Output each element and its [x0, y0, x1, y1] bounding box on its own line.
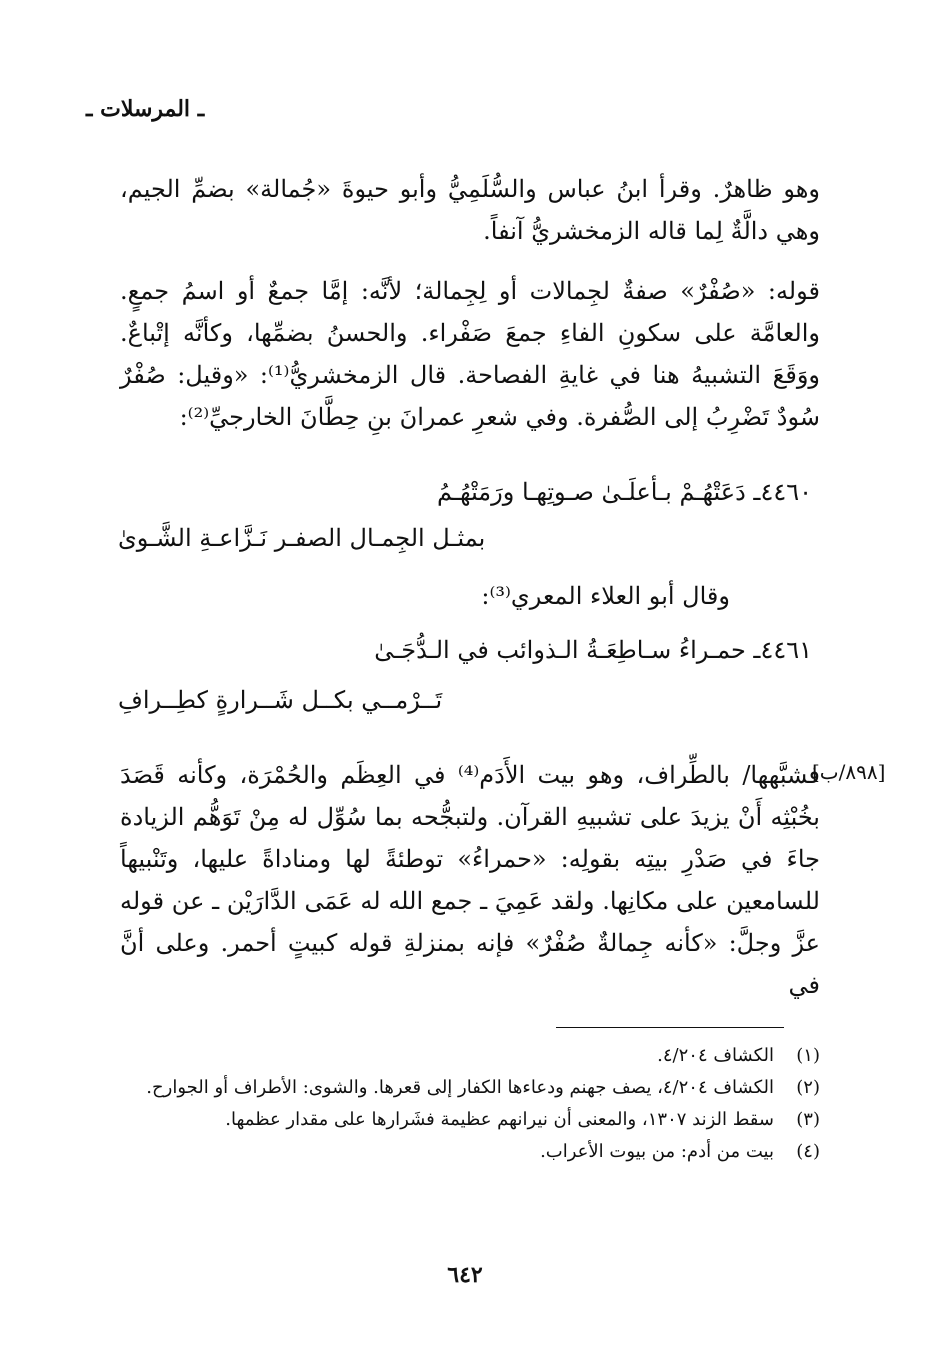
footnote: [120, 1136, 820, 1168]
footnote-number: (٣): [796, 1109, 820, 1130]
verse-4460-first-hemistich: ٤٤٦٠ـ دَعَتْهُـمْ بـأعلَـىٰ صـوتِهـا ورَمَتْهُـمُ: [437, 478, 812, 506]
verse-4461-second-hemistich: تَــرْمــي بكــل شَــرارةٍ كطِــرافِ: [118, 686, 443, 714]
page-number: ٦٤٢: [447, 1262, 483, 1288]
paragraph-3: وقال أبو العلاء المعري⁽³⁾:: [481, 582, 730, 610]
footnote-number: (٢): [796, 1077, 820, 1098]
footnote-text: سقط الزند ١٣٠٧، والمعنى أن نيرانهم عظيمة فشَرارها على مقدار عظمها.: [225, 1109, 774, 1130]
manuscript-folio-reference: [٨٩٨/ب]: [812, 760, 886, 784]
paragraph-1: وهو ظاهرٌ. وقرأ ابنُ عباس والسُّلَمِيُّ وأبو حيوةَ «جُمالة» بضمِّ الجيم، وهي دالَّةٌ لِما قاله الزمخشريُّ آنفاً.: [120, 175, 820, 245]
footnote-text: الكشاف ٤/٢٠٤.: [657, 1045, 774, 1066]
footnote: [120, 1104, 820, 1136]
footnote-separator: [556, 1027, 784, 1028]
paragraph-2: قوله: «صُفْرٌ» صفةٌ لجِمالات أو لِجِمالة؛ لأنَّه: إمَّا جمعٌ أو اسمُ جمعٍ. والعامَّة على سكونِ الفاءِ جمعَ صَفْراء. والحسنُ بضمِّها، وكأنَّه إتْباعٌ. ووَقَعَ التشبيهُ هنا في غايةِ الفصاحة. قال الزمخشريُّ⁽¹⁾: «وقيل: صُفْرٌ سُودٌ تَضْرِبُ إلى الصُّفرة. وفي شعرِ عمرانَ بنِ حِطَّانَ الخارجيِّ⁽²⁾:: [120, 277, 820, 431]
paragraph-4: فشبَّهها/ بالطِّراف، وهو بيت الأَدَم⁽⁴⁾ في العِظَم والحُمْرَة، وكأنه قَصَدَ بخُبْثِه أَنْ يزيدَ على تشبيهِ القرآن. ولتبجُّحه بما سُوِّل له مِنْ تَوَهُّم الزيادة جاءَ في صَدْرِ بيتِه بقولِه: «حمراءُ» توطئةً لها ومناداةً عليها، وتَنْبيهاً للسامعين على مكانِها. ولقد عَمِيَ ـ جمع الله له عَمَى الدَّارَيْن ـ عن قوله عزَّ وجلَّ: «كأنه جِمالةٌ صُفْرٌ» فإنه بمنزلةِ قوله كبيتٍ أحمر. وعلى أنَّ في: [120, 761, 820, 999]
running-header: ـ المرسلات ـ: [86, 96, 205, 122]
footnote: [120, 1040, 820, 1072]
footnote-number: (٤): [796, 1141, 820, 1162]
verse-4460-second-hemistich: بمثـل الجِمـال الصفـر نَـزَّاعـةِ الشَّـوىٰ: [118, 524, 486, 552]
footnote-number: (١): [796, 1045, 820, 1066]
verse-4461-first-hemistich: ٤٤٦١ـ حمـراءُ سـاطِعَـةُ الـذوائب في الـدُّجَـىٰ: [374, 636, 812, 664]
footnote-text: بيت من أدم: من بيوت الأعراب.: [540, 1141, 774, 1162]
footnote: [120, 1072, 820, 1104]
footnotes: [120, 1040, 820, 1168]
footnote-text: الكشاف ٤/٢٠٤، يصف جهنم ودعاءها الكفار إلى قعرها. والشوى: الأطراف أو الجوارح.: [146, 1077, 774, 1098]
